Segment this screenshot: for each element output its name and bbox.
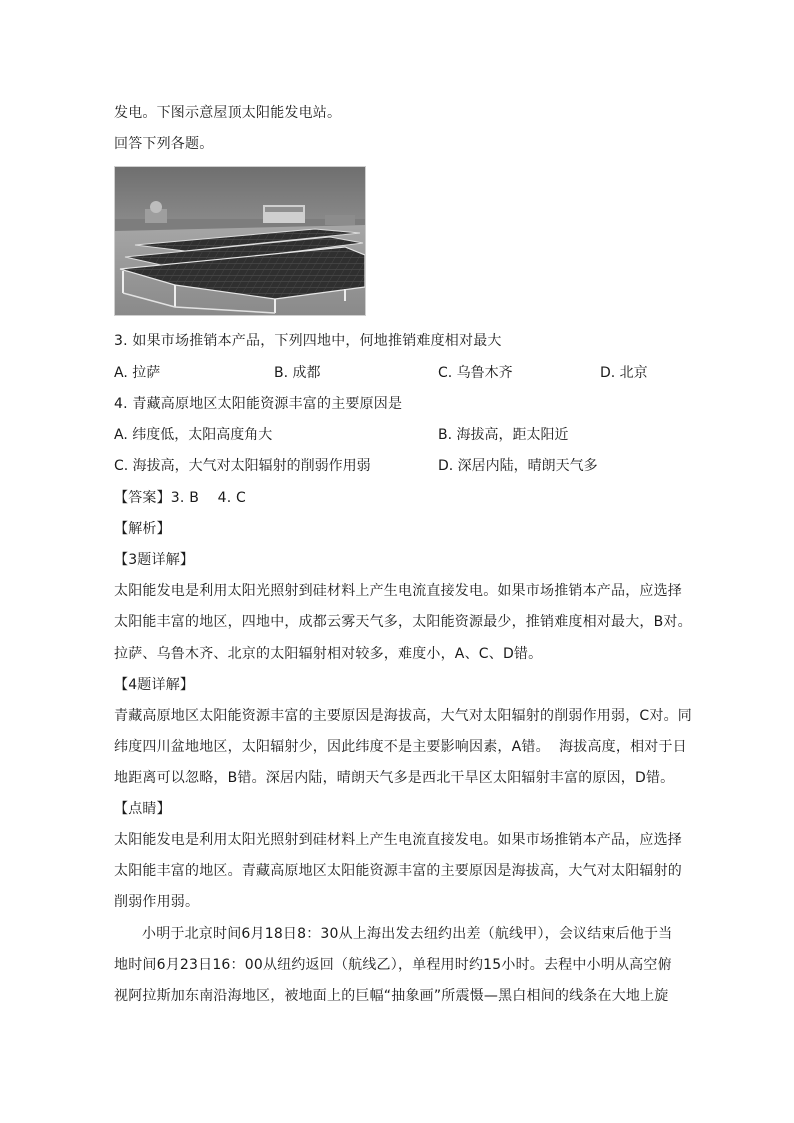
intro-line-1: 发电。下图示意屋顶太阳能发电站。 bbox=[114, 105, 342, 121]
question-4-option-c: C. 海拔高，大气对太阳辐射的削弱作用弱 bbox=[114, 458, 371, 474]
comment-heading: 【点睛】 bbox=[114, 801, 171, 817]
question-3-stem: 3. 如果市场推销本产品，下列四地中，何地推销难度相对最大 bbox=[114, 333, 502, 349]
passage-line: 地时间6月23日16：00从纽约返回（航线乙），单程用时约15小时。去程中小明从高空俯 bbox=[114, 957, 672, 973]
answer-line: 【答案】3. B 4. C bbox=[114, 490, 246, 506]
question-3-option-b: B. 成都 bbox=[274, 365, 321, 381]
passage-line: 小明于北京时间6月18日8：30从上海出发去纽约出差（航线甲），会议结束后他于当 bbox=[142, 926, 673, 942]
q4-detail-line: 纬度四川盆地地区，太阳辐射少，因此纬度不是主要影响因素，A错。 海拔高度，相对于日 bbox=[114, 739, 687, 755]
question-3-option-a: A. 拉萨 bbox=[114, 365, 161, 381]
solar-panel-photo bbox=[114, 166, 366, 316]
analysis-heading: 【解析】 bbox=[114, 521, 171, 537]
q3-detail-line: 太阳能发电是利用太阳光照射到硅材料上产生电流直接发电。如果市场推销本产品，应选择 bbox=[114, 583, 682, 599]
question-3-option-d: D. 北京 bbox=[600, 365, 648, 381]
question-4-option-a: A. 纬度低，太阳高度角大 bbox=[114, 427, 273, 443]
question-3-option-c: C. 乌鲁木齐 bbox=[438, 365, 513, 381]
comment-line: 太阳能丰富的地区。青藏高原地区太阳能资源丰富的主要原因是海拔高，大气对太阳辐射的 bbox=[114, 863, 682, 879]
passage-line: 视阿拉斯加东南沿海地区，被地面上的巨幅“抽象画”所震慑—黑白相间的线条在大地上旋 bbox=[114, 988, 669, 1004]
comment-line: 削弱作用弱。 bbox=[114, 894, 200, 910]
q4-detail-heading: 【4题详解】 bbox=[114, 677, 195, 693]
q3-detail-line: 拉萨、乌鲁木齐、北京的太阳辐射相对较多，难度小，A、C、D错。 bbox=[114, 646, 543, 662]
rooftop-solar-panels-photo-icon bbox=[115, 167, 365, 315]
q3-detail-heading: 【3题详解】 bbox=[114, 552, 195, 568]
intro-line-2: 回答下列各题。 bbox=[114, 136, 214, 152]
q3-detail-line: 太阳能丰富的地区，四地中，成都云雾天气多，太阳能资源最少，推销难度相对最大，B对。 bbox=[114, 614, 692, 630]
q4-detail-line: 地距离可以忽略，B错。深居内陆，晴朗天气多是西北干旱区太阳辐射丰富的原因，D错。 bbox=[114, 770, 675, 786]
comment-line: 太阳能发电是利用太阳光照射到硅材料上产生电流直接发电。如果市场推销本产品，应选择 bbox=[114, 832, 682, 848]
q4-detail-line: 青藏高原地区太阳能资源丰富的主要原因是海拔高，大气对太阳辐射的削弱作用弱，C对。同 bbox=[114, 708, 692, 724]
question-4-option-b: B. 海拔高，距太阳近 bbox=[438, 427, 569, 443]
question-4-stem: 4. 青藏高原地区太阳能资源丰富的主要原因是 bbox=[114, 396, 403, 412]
question-4-option-d: D. 深居内陆，晴朗天气多 bbox=[438, 458, 598, 474]
